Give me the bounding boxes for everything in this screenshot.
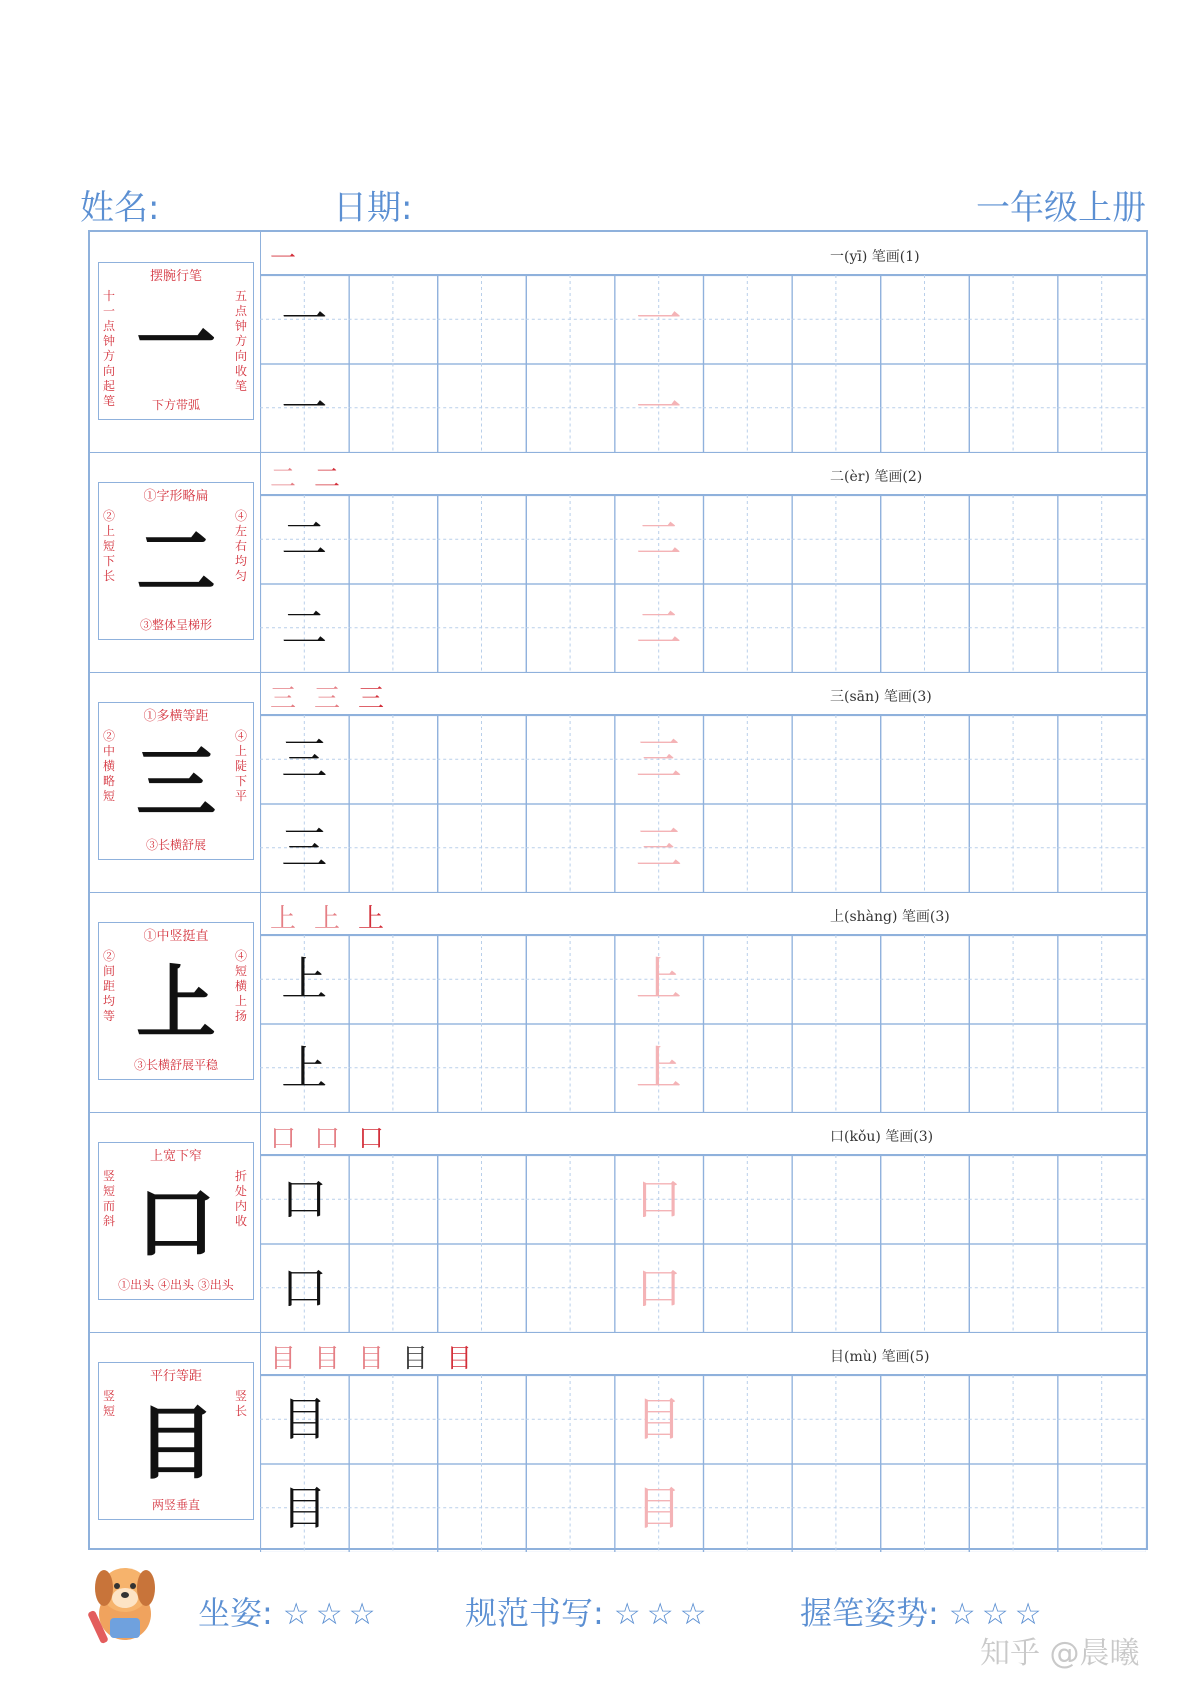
model-char: 三 xyxy=(281,732,328,786)
guide-note: 折处内收 xyxy=(235,1169,248,1228)
stroke-row xyxy=(260,1332,1146,1375)
model-char: 上 xyxy=(281,952,328,1006)
trace-char: 二 xyxy=(635,512,682,566)
char-section xyxy=(90,452,1146,673)
guide-box xyxy=(98,1142,254,1300)
trace-char: 上 xyxy=(635,1040,682,1095)
name-label: 姓名: xyxy=(80,188,160,228)
grip-label: 握笔姿势: xyxy=(800,1594,939,1632)
stroke-step: 三 xyxy=(270,684,305,714)
stroke-step: 上 xyxy=(270,904,305,934)
grip-stars[interactable]: ☆☆☆ xyxy=(948,1597,1048,1632)
guide-box xyxy=(98,702,254,860)
model-char: 上 xyxy=(281,1040,328,1095)
model-char: 一 xyxy=(281,292,328,346)
stroke-row xyxy=(260,892,1146,935)
trace-char: 二 xyxy=(635,600,682,655)
guide-box xyxy=(98,922,254,1080)
guide-char: 三 xyxy=(136,736,216,830)
guide-note: ④上陡下平 xyxy=(235,729,248,803)
stroke-step: 口 xyxy=(358,1124,393,1154)
guide-note: ③长横舒展平稳 xyxy=(133,1058,218,1072)
stroke-row xyxy=(260,452,1146,495)
guide-note: ④左右均匀 xyxy=(235,509,248,583)
char-info: 二(èr) 笔画(2) xyxy=(830,469,923,485)
guide-note: ①字形略扁 xyxy=(143,489,209,504)
writing-grid[interactable] xyxy=(260,1375,1146,1552)
trace-char: 口 xyxy=(635,1172,682,1226)
guide-note: ①出头 ④出头 ③出头 xyxy=(118,1278,234,1292)
writing-grid[interactable] xyxy=(260,1155,1146,1332)
guide-note: 平行等距 xyxy=(149,1369,202,1384)
guide-char: 一 xyxy=(136,296,216,390)
guide-note: 十一点钟方向起笔 xyxy=(103,289,116,408)
trace-char: 上 xyxy=(635,952,682,1006)
guide-note: ①中竖挺直 xyxy=(143,929,209,944)
char-info: 三(sān) 笔画(3) xyxy=(830,689,932,705)
trace-char: 一 xyxy=(635,292,682,346)
trace-char: 三 xyxy=(635,820,682,875)
model-char: 一 xyxy=(281,380,328,435)
guide-note: ②上短下长 xyxy=(103,509,116,583)
stroke-step: 上 xyxy=(314,904,349,934)
date-label: 日期: xyxy=(333,188,413,228)
model-char: 二 xyxy=(281,512,328,566)
stroke-step: 上 xyxy=(358,904,393,934)
guide-box xyxy=(98,262,254,420)
stroke-step: 三 xyxy=(358,684,393,714)
guide-note: 竖短而斜 xyxy=(103,1169,116,1228)
stroke-order xyxy=(270,238,314,275)
writing-label: 规范书写: xyxy=(465,1594,604,1632)
model-char: 目 xyxy=(281,1480,328,1535)
model-char: 二 xyxy=(281,600,328,655)
guide-note: ②间距均等 xyxy=(103,949,116,1023)
stroke-step: 口 xyxy=(270,1124,305,1154)
guide-note: 竖长 xyxy=(235,1389,248,1418)
stroke-row xyxy=(260,672,1146,715)
stroke-step: 目 xyxy=(270,1344,305,1374)
stroke-step: 口 xyxy=(314,1124,349,1154)
stroke-order xyxy=(270,1338,490,1375)
model-char: 三 xyxy=(281,820,328,875)
trace-char: 口 xyxy=(635,1260,682,1315)
char-section xyxy=(90,672,1146,893)
writing-grid[interactable] xyxy=(260,495,1146,672)
writing-grid[interactable] xyxy=(260,715,1146,892)
char-info: 上(shàng) 笔画(3) xyxy=(830,909,950,925)
guide-note: 下方带弧 xyxy=(151,398,200,412)
char-section xyxy=(90,1112,1146,1333)
stroke-order xyxy=(270,458,358,495)
stroke-order xyxy=(270,898,402,935)
stroke-step: 目 xyxy=(358,1344,393,1374)
char-section xyxy=(90,1332,1146,1552)
guide-note: ③整体呈梯形 xyxy=(139,618,212,632)
stroke-step: 三 xyxy=(314,684,349,714)
trace-char: 一 xyxy=(635,380,682,435)
guide-note: ②中横略短 xyxy=(103,729,116,803)
guide-box xyxy=(98,1362,254,1520)
char-info: 一(yī) 笔画(1) xyxy=(830,249,920,265)
writing-grid[interactable] xyxy=(260,935,1146,1112)
stroke-step: 二 xyxy=(314,464,349,494)
char-info: 目(mù) 笔画(5) xyxy=(830,1349,930,1365)
guide-note: 竖短 xyxy=(103,1389,116,1418)
stroke-step: 目 xyxy=(402,1344,437,1374)
practice-sheet xyxy=(88,230,1148,1550)
model-char: 口 xyxy=(281,1172,328,1226)
guide-note: 两竖垂直 xyxy=(151,1498,200,1512)
trace-char: 三 xyxy=(635,732,682,786)
stroke-order xyxy=(270,678,402,715)
guide-note: ③长横舒展 xyxy=(145,838,206,852)
guide-note: 摆腕行笔 xyxy=(149,269,202,284)
stroke-row xyxy=(260,1112,1146,1155)
char-section xyxy=(90,892,1146,1113)
stroke-step: 二 xyxy=(270,464,305,494)
trace-char: 目 xyxy=(635,1392,682,1446)
guide-note: 五点钟方向收笔 xyxy=(235,289,248,393)
writing-rating xyxy=(465,1588,712,1634)
posture-rating xyxy=(198,1588,381,1634)
stroke-order xyxy=(270,1118,402,1155)
writing-stars[interactable]: ☆☆☆ xyxy=(613,1597,713,1632)
stroke-step: 一 xyxy=(270,244,305,274)
grade-label: 一年级上册 xyxy=(976,188,1146,228)
model-char: 目 xyxy=(281,1392,328,1446)
writing-grid[interactable] xyxy=(260,275,1146,452)
guide-note: ④短横上扬 xyxy=(235,949,248,1023)
posture-label: 坐姿: xyxy=(198,1594,273,1632)
char-section xyxy=(90,232,1146,453)
guide-char: 目 xyxy=(136,1396,216,1490)
stroke-step: 目 xyxy=(446,1344,481,1374)
stroke-step: 目 xyxy=(314,1344,349,1374)
trace-char: 目 xyxy=(635,1480,682,1535)
watermark: 知乎 @晨曦 xyxy=(980,1636,1140,1671)
char-info: 口(kǒu) 笔画(3) xyxy=(830,1129,934,1145)
guide-note: 上宽下窄 xyxy=(149,1149,202,1164)
stroke-row xyxy=(260,232,1146,275)
guide-char: 二 xyxy=(136,516,216,610)
guide-char: 上 xyxy=(136,956,216,1050)
model-char: 口 xyxy=(281,1260,328,1315)
guide-box xyxy=(98,482,254,640)
puppy-mascot-icon xyxy=(80,1552,170,1647)
guide-note: ①多横等距 xyxy=(143,709,209,724)
guide-char: 口 xyxy=(136,1176,216,1270)
posture-stars[interactable]: ☆☆☆ xyxy=(282,1597,382,1632)
